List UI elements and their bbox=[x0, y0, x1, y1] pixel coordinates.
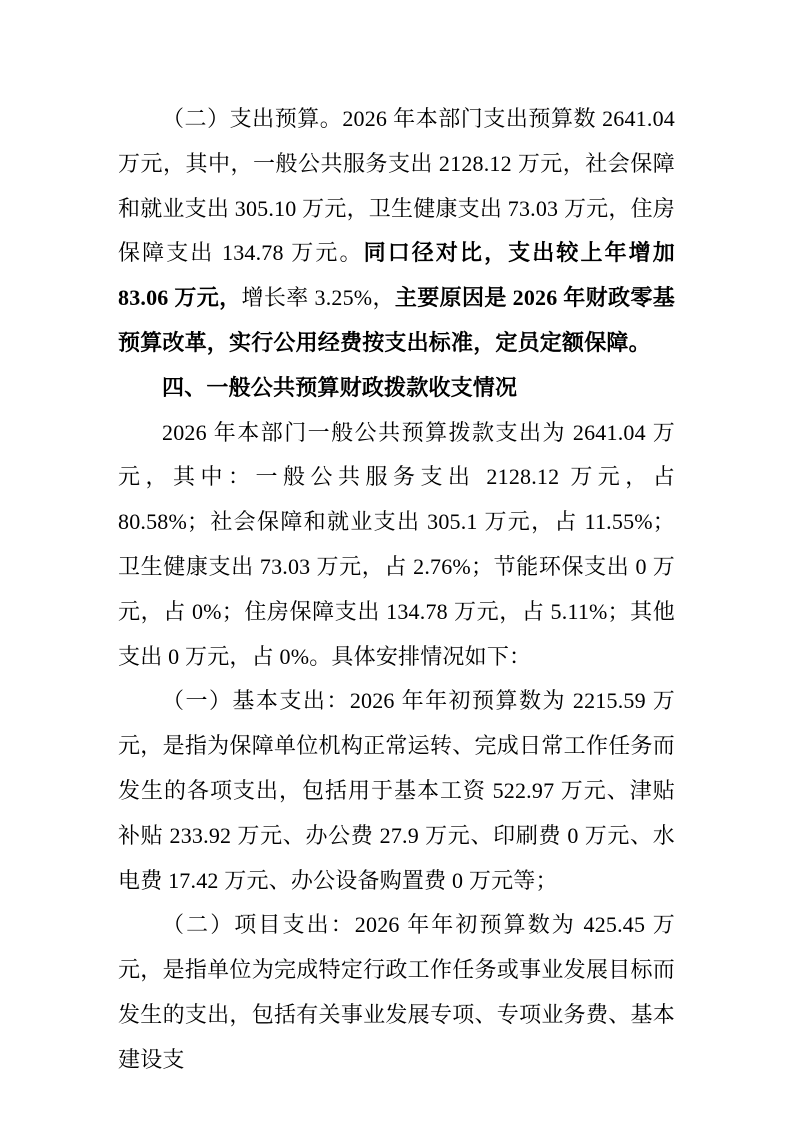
text-run: （一）基本支出：2026 年年初预算数为 2215.59 万元，是指为保障单位机构正常运转、完成日常工作任务而发生的各项支出，包括用于基本工资 522.97 万元、津贴补贴 233.92 万元、办公费 27.9 万元、印刷费 0 万元、水电费 17.42 万元、办公设备购置费 0 万元等； bbox=[118, 688, 675, 893]
text-run: 2026 年本部门一般公共预算拨款支出为 2641.04 万元，其中：一般公共服务支出 2128.12 万元，占 80.58%；社会保障和就业支出 305.1 万元，占 11.55%；卫生健康支出 73.03 万元，占 2.76%；节能环保支出 0 万元，占 0%；住房保障支出 134.78 万元，占 5.11%；其他支出 0 万元，占 0%。具体安排情况如下： bbox=[118, 419, 675, 669]
section-heading bbox=[118, 366, 675, 411]
heading-text-run: 四、一般公共预算财政拨款收支情况 bbox=[162, 374, 518, 400]
document-body bbox=[118, 97, 675, 1083]
paragraph bbox=[118, 97, 675, 366]
text-run: （二）支出预算。2026 年本部门支出预算数 2641.04 万元，其中，一般公共服务支出 2128.12 万元，社会保障和就业支出 305.10 万元，卫生健康支出 73.03 万元，住房保障支出 134.78 万元。 bbox=[118, 106, 675, 266]
text-run: 主要原因是 2026 年财政零基预算改革，实行公用经费按支出标准，定员定额保障。 bbox=[118, 285, 675, 355]
paragraph bbox=[118, 679, 675, 903]
paragraph bbox=[118, 903, 675, 1082]
text-run: 增长率 3.25%， bbox=[241, 285, 395, 311]
text-run: （二）项目支出：2026 年年初预算数为 425.45 万元，是指单位为完成特定行政工作任务或事业发展目标而发生的支出，包括有关事业发展专项、专项业务费、基本建设支 bbox=[118, 912, 675, 1072]
paragraph bbox=[118, 411, 675, 680]
text-run: 同口径对比，支出较上年增加 83.06 万元， bbox=[118, 240, 675, 311]
